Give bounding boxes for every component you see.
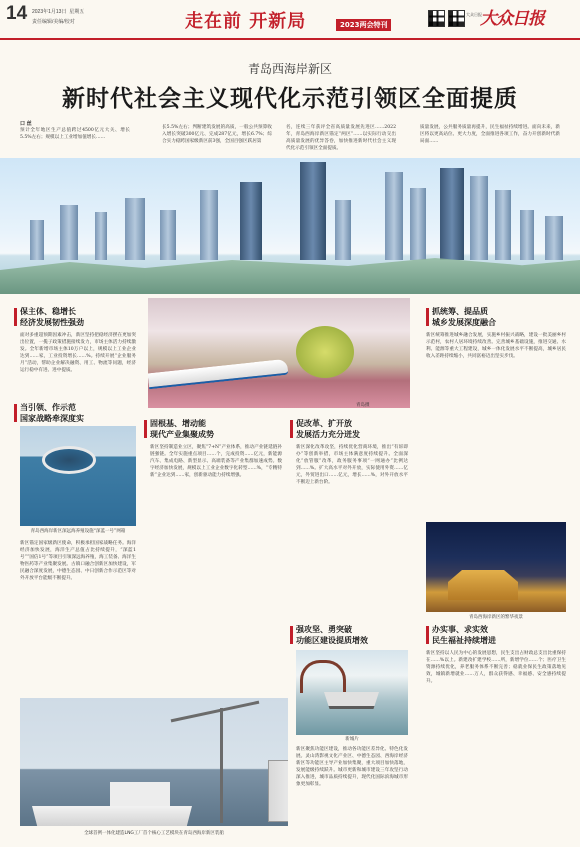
section-1-body: 面对多重超预期因素冲击，新区坚持把稳经济摆在更加突出位置，一揽子政策措施接续发力，市场主体活力持续激发。全年新增市场主体10万户以上，规模以上工业企业达到……家，工业投资增长……%。持续开展“企业服务月”活动，帮助企业解决融资、用工、物流等问题，经济运行稳中有进、进中提质。 bbox=[20, 333, 136, 373]
section-5-heading: 强攻坚、勇突破 功能区建设提质增效 bbox=[296, 624, 368, 646]
banner-title: 走在前 开新局 bbox=[185, 11, 307, 32]
night-city-photo bbox=[426, 522, 566, 612]
issue-date: 2023年1月13日 星期五 bbox=[32, 9, 85, 15]
section-3-heading: 固根基、增动能 现代产业集聚成势 bbox=[150, 418, 214, 440]
section-6-heading: 抓统筹、提品质 城乡发展深度融合 bbox=[432, 306, 496, 328]
banner-subtitle: 2023两会特刊 bbox=[336, 19, 391, 31]
article-headline: 新时代社会主义现代化示范引领区全面提质 bbox=[62, 86, 518, 112]
brand-small: 大众日报 bbox=[466, 12, 482, 17]
intro-column-4: 质量发展，公共服务质量再提升，民生福祉持续增进。面向未来，新区将以更高站位、更大力度，全面推进各项工作，奋力开创新时代新局面…… bbox=[420, 125, 560, 144]
section-4-heading: 促改革、扩开放 发展活力充分迸发 bbox=[296, 418, 360, 440]
intro-column-1 bbox=[20, 120, 130, 157]
night-caption: 青岛西海岸新区的繁华夜景 bbox=[469, 615, 523, 620]
page-number: 14 bbox=[6, 3, 28, 24]
section-7-body: 新区坚持以人民为中心的发展思想，民生支出占财政总支出比重保持在……%以上。新建改扩建学校……所，新增学位……个；医疗卫生资源持续优化，养老服务体系不断完善；稳就业保民生政策落地见效，城镇新增就业……万人，群众获得感、幸福感、安全感持续提升。 bbox=[426, 651, 566, 684]
section-3-body: 新区坚持制造业立区，聚焦“7+N”产业体系，推动产业链延链补链强链。全年实施重点项目……个，完成投资……亿元，新能源汽车、集成电路、新型显示、高端装备等产业集群加速成势。数字经济加快发展，规模以上工业企业数字化转型……%，“专精特新”企业达到……家，创新驱动能力持续增强。 bbox=[150, 445, 282, 478]
river-boat-photo bbox=[296, 650, 408, 735]
section-1-heading: 保主体、稳增长 经济发展韧性强劲 bbox=[20, 306, 84, 328]
train-blossom-photo bbox=[148, 298, 410, 408]
section-6-body: 新区统筹推进城乡融合发展，实施乡村振兴战略，建设一批美丽乡村示范村，农村人居环境持续改善。完善城乡基础设施，推进交通、水利、能源等重大工程建设，城乡一体化发展水平不断提高，城乡居民收入差距持续缩小，共同富裕迈出坚实步伐。 bbox=[426, 333, 566, 359]
newspaper-logo: 大众日报 bbox=[480, 9, 544, 29]
offshore-aquaculture-photo bbox=[20, 426, 136, 526]
qr-code-icon bbox=[448, 10, 465, 27]
ship-caption: 全球首例一体化建造LNG工厂首个核心工艺模块在青岛西海岸新区装船 bbox=[84, 831, 224, 836]
offshore-caption: 青岛西海岸新区深远海养殖设施“深蓝一号”网箱 bbox=[30, 529, 126, 534]
article-kicker: 青岛西海岸新区 bbox=[247, 62, 332, 76]
lede-text: 预计全年地区生产总值跨过4500亿元大关、增长5.5%左右；规模以上工业增加值增长…… bbox=[20, 128, 130, 140]
city-skyline-photo bbox=[0, 158, 580, 294]
section-2-body: 新区锚定国家级新区使命，积极承担国家战略任务。海洋经济加快发展，海洋生产总值占比持续提升，“深蓝1号”“国信1号”等项目引领深远海养殖，海工装备、海洋生物医药等产业集聚发展。古镇口融合创新区加快建设，军民融合深度发展，中德生态园、中日创新合作示范区等对外开放平台能级不断提升。 bbox=[20, 541, 136, 581]
train-caption: 青岛摄 bbox=[356, 403, 370, 408]
byline: 口 丝 bbox=[20, 121, 32, 127]
section-4-body: 新区深化改革攻坚，持续优化营商环境，推出“有诉即办”等创新举措，市场主体满意度持续提升。全面深化“放管服”改革，政务服务事项“一网通办”比例达到……%。扩大高水平对外开放，实际使用外资……亿元，外贸进出口……亿元，增长……%，对外开放水平不断迈上新台阶。 bbox=[296, 445, 408, 485]
section-2-heading: 当引领、作示范 国家战略牵深度实 bbox=[20, 402, 84, 424]
section-7-heading: 办实事、求实效 民生福祉持续增进 bbox=[432, 624, 496, 646]
section-5-body: 新区聚焦功能区建设，推动各功能区差异化、特色化发展。灵山湾影视文化产业区、中德生态园、西海岸经济新区等功能区主导产业加快集聚，重大项目加快落地，发展能级持续跃升。城市更新和城市建设三年攻坚行动深入推进，城市品质持续提升，现代化国际滨海城市形象更加彰显。 bbox=[296, 747, 408, 787]
intro-column-2: 长5.5%左右；判断建筑发展的高质，一般公共预算收入增长突破300亿元、完成287亿元，增长6.7%；综合实力稳跨国家级新区前3强，全国百强区跃居第 bbox=[162, 125, 272, 144]
qr-code-icon bbox=[428, 10, 445, 27]
masthead bbox=[0, 0, 580, 40]
lng-module-ship-photo bbox=[20, 698, 288, 826]
river-caption: 新城片 bbox=[345, 737, 359, 742]
editor-line: 责任编辑/美编/校对 bbox=[32, 19, 75, 25]
intro-column-3: 名，连续三年获评全省高质量发展先进区……2022年，青岛西海岸新区锚定“两区”……以实际行动交出高质量发展的优异答卷，加快推进新时代社会主义现代化示范引领区全面提质。 bbox=[286, 125, 396, 151]
